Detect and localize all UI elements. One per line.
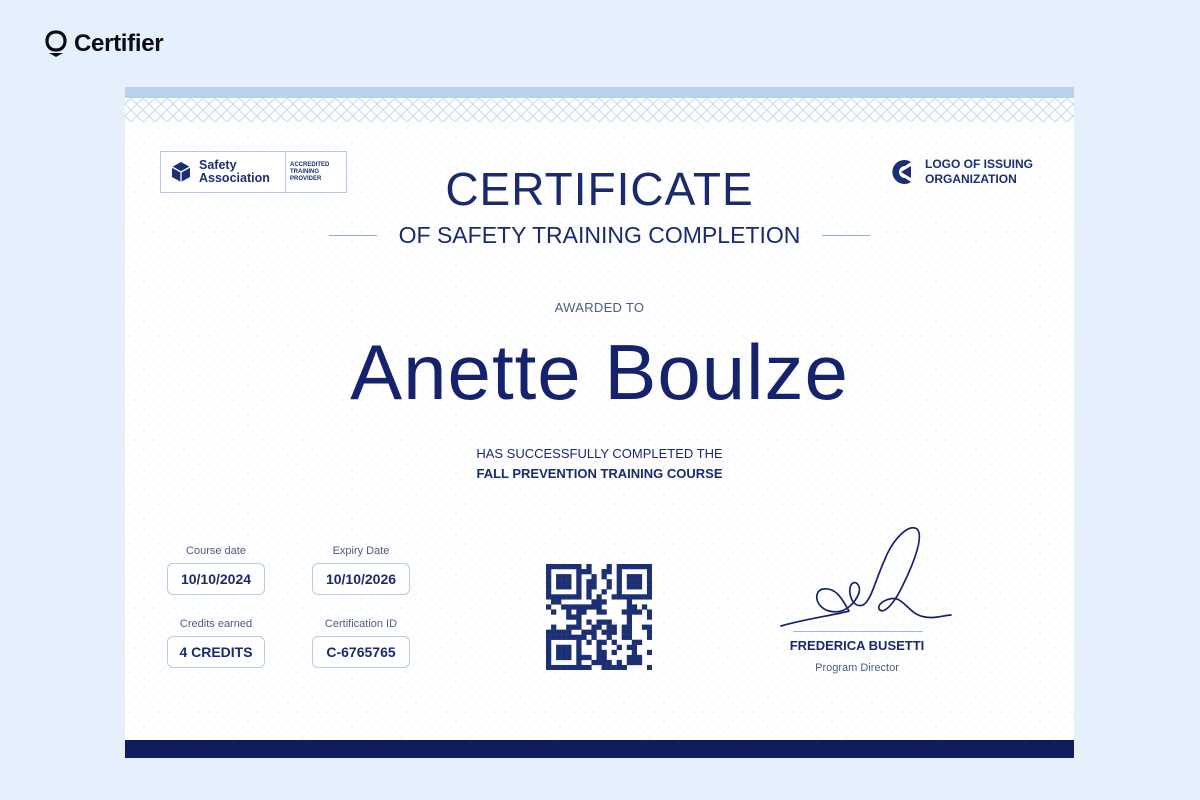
qr-module xyxy=(632,650,637,655)
qr-module xyxy=(642,594,647,599)
qr-module xyxy=(596,660,601,665)
qr-module xyxy=(546,645,551,650)
qr-module xyxy=(632,609,637,614)
qr-module xyxy=(647,625,652,630)
qr-module xyxy=(627,614,632,619)
qr-module xyxy=(576,594,581,599)
qr-module xyxy=(627,635,632,640)
qr-module xyxy=(576,589,581,594)
qr-module xyxy=(627,599,632,604)
qr-module xyxy=(607,635,612,640)
qr-module xyxy=(576,660,581,665)
course-name: FALL PREVENTION TRAINING COURSE xyxy=(476,466,723,481)
qr-module xyxy=(637,609,642,614)
qr-module xyxy=(591,584,596,589)
qr-module xyxy=(607,564,612,569)
qr-module xyxy=(576,650,581,655)
qr-module xyxy=(596,609,601,614)
qr-module xyxy=(551,665,556,670)
qr-module xyxy=(576,584,581,589)
qr-module xyxy=(647,594,652,599)
provider-name-line1: Safety xyxy=(199,158,237,172)
qr-module xyxy=(617,564,622,569)
qr-module xyxy=(647,569,652,574)
qr-module xyxy=(627,625,632,630)
qr-module xyxy=(561,655,566,660)
certifier-logo-icon xyxy=(44,30,68,58)
qr-module xyxy=(637,640,642,645)
qr-module xyxy=(607,660,612,665)
qr-module xyxy=(546,574,551,579)
qr-module xyxy=(642,564,647,569)
qr-module xyxy=(586,665,591,670)
qr-module xyxy=(561,574,566,579)
course-date-value: 10/10/2024 xyxy=(167,563,265,595)
expiry-date-value: 10/10/2026 xyxy=(312,563,410,595)
qr-module xyxy=(602,574,607,579)
qr-module xyxy=(607,579,612,584)
qr-module xyxy=(612,625,617,630)
qr-module xyxy=(622,609,627,614)
provider-tag-line2: TRAINING xyxy=(290,168,319,175)
qr-module xyxy=(591,604,596,609)
qr-module xyxy=(647,630,652,635)
qr-module xyxy=(591,635,596,640)
qr-module xyxy=(556,630,561,635)
qr-module xyxy=(647,614,652,619)
qr-module xyxy=(581,635,586,640)
qr-module xyxy=(617,579,622,584)
credits-field xyxy=(164,618,268,668)
qr-module xyxy=(647,665,652,670)
qr-module xyxy=(581,665,586,670)
qr-module xyxy=(612,594,617,599)
qr-module xyxy=(556,599,561,604)
qr-module xyxy=(642,625,647,630)
qr-module xyxy=(576,625,581,630)
qr-module xyxy=(576,655,581,660)
qr-module xyxy=(566,564,571,569)
qr-module xyxy=(622,630,627,635)
subtitle-divider-left xyxy=(329,235,377,236)
qr-module xyxy=(571,604,576,609)
expiry-date-field xyxy=(309,545,413,595)
qr-module xyxy=(647,564,652,569)
qr-module xyxy=(637,574,642,579)
credits-value: 4 CREDITS xyxy=(167,636,265,668)
qr-module xyxy=(566,625,571,630)
qr-module xyxy=(607,620,612,625)
signer-role: Program Director xyxy=(815,662,899,674)
qr-module xyxy=(561,635,566,640)
qr-module xyxy=(566,584,571,589)
qr-module xyxy=(591,579,596,584)
qr-module xyxy=(566,665,571,670)
certificate-title: CERTIFICATE xyxy=(445,163,754,215)
qr-module xyxy=(617,594,622,599)
qr-module xyxy=(596,625,601,630)
qr-module xyxy=(546,635,551,640)
qr-module xyxy=(602,569,607,574)
qr-module xyxy=(581,604,586,609)
credits-label: Credits earned xyxy=(179,618,253,630)
qr-module xyxy=(602,599,607,604)
qr-module xyxy=(586,655,591,660)
qr-module xyxy=(576,574,581,579)
qr-module xyxy=(612,665,617,670)
qr-module xyxy=(586,594,591,599)
qr-module xyxy=(627,564,632,569)
qr-module xyxy=(561,579,566,584)
qr-module xyxy=(647,579,652,584)
qr-module xyxy=(546,604,551,609)
qr-module xyxy=(602,609,607,614)
qr-module xyxy=(551,635,556,640)
qr-module xyxy=(576,564,581,569)
qr-module xyxy=(561,665,566,670)
qr-module xyxy=(571,625,576,630)
qr-module xyxy=(576,579,581,584)
qr-module xyxy=(607,569,612,574)
expiry-date-label: Expiry Date xyxy=(332,545,390,557)
qr-module xyxy=(632,655,637,660)
qr-module xyxy=(647,635,652,640)
qr-module xyxy=(627,645,632,650)
course-date-label: Course date xyxy=(186,545,246,557)
qr-module xyxy=(576,604,581,609)
completed-line: HAS SUCCESSFULLY COMPLETED THE xyxy=(476,446,723,461)
qr-module xyxy=(546,655,551,660)
qr-module xyxy=(586,564,591,569)
qr-module xyxy=(607,665,612,670)
qr-module xyxy=(617,574,622,579)
qr-module xyxy=(602,660,607,665)
qr-module xyxy=(596,620,601,625)
qr-module xyxy=(627,584,632,589)
qr-module xyxy=(586,569,591,574)
qr-module xyxy=(571,614,576,619)
qr-module xyxy=(647,584,652,589)
qr-module xyxy=(607,630,612,635)
qr-module xyxy=(586,579,591,584)
qr-module xyxy=(551,609,556,614)
qr-module xyxy=(632,584,637,589)
qr-module xyxy=(546,650,551,655)
qr-module xyxy=(576,665,581,670)
qr-module xyxy=(637,584,642,589)
qr-module xyxy=(622,625,627,630)
qr-module xyxy=(551,625,556,630)
qr-module xyxy=(566,645,571,650)
qr-module xyxy=(551,599,556,604)
qr-module xyxy=(546,640,551,645)
qr-module xyxy=(607,584,612,589)
qr-module xyxy=(637,660,642,665)
qr-module xyxy=(596,650,601,655)
qr-module xyxy=(576,645,581,650)
qr-module xyxy=(566,604,571,609)
qr-module xyxy=(546,569,551,574)
qr-module xyxy=(546,564,551,569)
qr-module xyxy=(612,630,617,635)
provider-tag-line3: PROVIDER xyxy=(290,175,322,182)
awarded-label: AWARDED TO xyxy=(554,300,645,315)
signature-line xyxy=(793,631,923,632)
qr-module xyxy=(546,589,551,594)
qr-module xyxy=(632,574,637,579)
qr-module xyxy=(627,620,632,625)
qr-module xyxy=(566,650,571,655)
recipient-name: Anette Boulze xyxy=(350,328,849,416)
qr-module xyxy=(566,574,571,579)
qr-module xyxy=(622,635,627,640)
issuer-line1: LOGO OF ISSUING xyxy=(925,157,1034,171)
provider-tag-line1: ACCREDITED xyxy=(290,161,330,168)
qr-module xyxy=(566,635,571,640)
qr-module xyxy=(617,584,622,589)
qr-module xyxy=(627,594,632,599)
qr-module xyxy=(556,655,561,660)
qr-module xyxy=(571,564,576,569)
qr-module xyxy=(622,564,627,569)
qr-module xyxy=(632,594,637,599)
qr-module xyxy=(647,589,652,594)
qr-module xyxy=(632,579,637,584)
qr-module xyxy=(637,594,642,599)
qr-module xyxy=(596,599,601,604)
qr-module xyxy=(596,604,601,609)
qr-module xyxy=(546,630,551,635)
qr-module xyxy=(566,594,571,599)
qr-module xyxy=(561,594,566,599)
qr-module xyxy=(581,630,586,635)
qr-module xyxy=(556,594,561,599)
completion-text xyxy=(125,444,1074,484)
qr-module xyxy=(546,594,551,599)
qr-module xyxy=(556,645,561,650)
qr-module xyxy=(627,609,632,614)
qr-module xyxy=(622,594,627,599)
qr-module xyxy=(586,630,591,635)
qr-module xyxy=(576,614,581,619)
qr-module xyxy=(556,584,561,589)
provider-name-line2: Association xyxy=(199,171,270,185)
issuer-line2: ORGANIZATION xyxy=(925,172,1017,186)
qr-module xyxy=(556,665,561,670)
qr-module xyxy=(561,584,566,589)
qr-module xyxy=(647,574,652,579)
qr-module xyxy=(571,594,576,599)
qr-module xyxy=(586,620,591,625)
qr-module xyxy=(632,640,637,645)
cert-id-value: C-6765765 xyxy=(312,636,410,668)
qr-module xyxy=(602,650,607,655)
qr-module xyxy=(627,604,632,609)
qr-module xyxy=(586,589,591,594)
qr-module xyxy=(586,604,591,609)
qr-module xyxy=(546,579,551,584)
qr-module xyxy=(612,640,617,645)
qr-module xyxy=(566,609,571,614)
qr-module xyxy=(551,564,556,569)
qr-module xyxy=(591,630,596,635)
qr-module xyxy=(637,579,642,584)
qr-module xyxy=(632,660,637,665)
qr-module xyxy=(556,650,561,655)
qr-code[interactable] xyxy=(546,564,652,670)
signature-image xyxy=(775,519,955,634)
qr-module xyxy=(571,665,576,670)
qr-module xyxy=(596,594,601,599)
qr-module xyxy=(581,569,586,574)
qr-module xyxy=(566,655,571,660)
qr-module xyxy=(632,645,637,650)
qr-module xyxy=(596,655,601,660)
signer-name: FREDERICA BUSETTI xyxy=(789,638,925,653)
qr-module xyxy=(627,574,632,579)
certificate xyxy=(125,87,1074,758)
qr-module xyxy=(561,630,566,635)
qr-module xyxy=(586,640,591,645)
qr-module xyxy=(602,620,607,625)
qr-module xyxy=(602,665,607,670)
certificate-subtitle: OF SAFETY TRAINING COMPLETION xyxy=(398,222,801,248)
qr-module xyxy=(596,645,601,650)
qr-module xyxy=(561,650,566,655)
qr-module xyxy=(576,620,581,625)
qr-module xyxy=(566,630,571,635)
certifier-brand[interactable] xyxy=(44,30,163,58)
course-date-field xyxy=(164,545,268,595)
qr-module xyxy=(617,645,622,650)
top-lattice-pattern xyxy=(125,98,1074,122)
qr-module xyxy=(591,625,596,630)
qr-module xyxy=(627,630,632,635)
qr-module xyxy=(546,665,551,670)
qr-module xyxy=(561,645,566,650)
qr-module xyxy=(607,625,612,630)
qr-module xyxy=(602,589,607,594)
qr-module xyxy=(576,640,581,645)
qr-module xyxy=(576,569,581,574)
qr-module xyxy=(617,569,622,574)
qr-module xyxy=(586,584,591,589)
subtitle-row xyxy=(125,222,1074,249)
qr-module xyxy=(637,564,642,569)
qr-module xyxy=(576,635,581,640)
qr-module xyxy=(632,564,637,569)
bottom-band xyxy=(125,740,1074,758)
qr-module xyxy=(617,665,622,670)
qr-module xyxy=(632,604,637,609)
subtitle-divider-right xyxy=(822,235,870,236)
qr-module xyxy=(556,574,561,579)
qr-module xyxy=(551,594,556,599)
top-band xyxy=(125,87,1074,98)
qr-module xyxy=(581,609,586,614)
cert-id-field xyxy=(309,618,413,668)
qr-module xyxy=(647,609,652,614)
qr-module xyxy=(602,655,607,660)
qr-module xyxy=(622,665,627,670)
qr-module xyxy=(591,660,596,665)
qr-module xyxy=(612,650,617,655)
qr-module xyxy=(617,660,622,665)
brand-name: Certifier xyxy=(74,30,164,57)
qr-module xyxy=(561,564,566,569)
qr-module xyxy=(556,564,561,569)
qr-module xyxy=(556,635,561,640)
qr-module xyxy=(617,589,622,594)
qr-module xyxy=(556,579,561,584)
qr-module xyxy=(627,660,632,665)
qr-module xyxy=(591,599,596,604)
qr-module xyxy=(566,579,571,584)
qr-module xyxy=(551,630,556,635)
qr-module xyxy=(647,650,652,655)
cert-id-label: Certification ID xyxy=(324,618,398,630)
qr-module xyxy=(571,635,576,640)
qr-module xyxy=(602,640,607,645)
qr-module xyxy=(591,574,596,579)
qr-module xyxy=(637,655,642,660)
qr-module xyxy=(581,655,586,660)
qr-module xyxy=(642,604,647,609)
qr-module xyxy=(627,655,632,660)
qr-module xyxy=(627,579,632,584)
qr-module xyxy=(546,584,551,589)
qr-module xyxy=(561,604,566,609)
qr-module xyxy=(596,640,601,645)
qr-module xyxy=(602,630,607,635)
qr-module xyxy=(566,614,571,619)
qr-module xyxy=(546,660,551,665)
qr-module xyxy=(576,609,581,614)
